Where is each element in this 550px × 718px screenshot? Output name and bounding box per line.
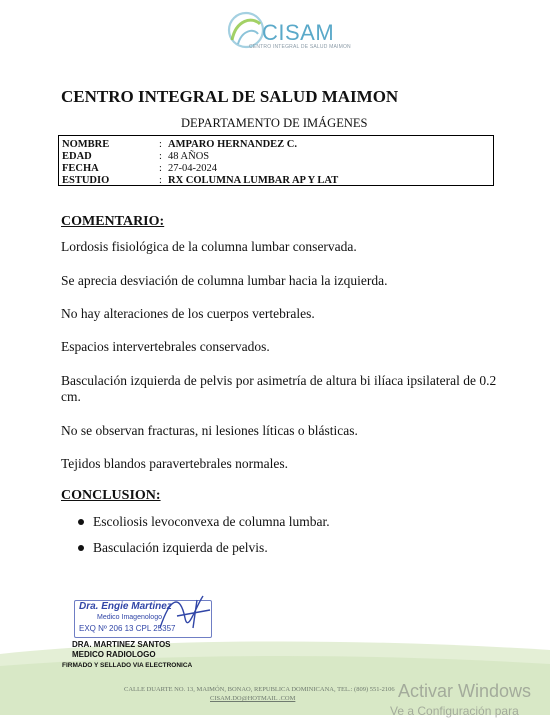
logo-name: CISAM [262, 20, 335, 45]
doctor-name: DRA. MARTINEZ SANTOS [72, 640, 171, 649]
activation-watermark-sub: Ve a Configuración para [390, 704, 519, 718]
info-colon: : [159, 163, 162, 174]
info-label: EDAD [62, 151, 92, 162]
info-label: NOMBRE [62, 139, 110, 150]
comment-paragraph: Espacios intervertebrales conservados. [61, 339, 270, 354]
comment-heading: COMENTARIO: [61, 214, 165, 229]
organization-title: CENTRO INTEGRAL DE SALUD MAIMON [61, 87, 399, 106]
stamp-license: EXQ Nº 206 13 CPL 25357 [79, 624, 176, 633]
footer-email[interactable]: CISAM.DO@HOTMAIL .COM [210, 695, 296, 702]
info-colon: : [159, 139, 162, 150]
info-row-age [62, 151, 493, 163]
patient-age: 48 AÑOS [168, 151, 210, 162]
info-row-study [62, 175, 493, 187]
footer-address: CALLE DUARTE NO. 13, MAIMÓN, BONAO, REPUBLICA DOMINICANA, TEL.: (809) 551-2106 [124, 686, 395, 693]
logo-subtitle: CENTRO INTEGRAL DE SALUD MAIMON [249, 44, 351, 50]
comment-paragraph: No se observan fracturas, ni lesiones líticas o blásticas. [61, 423, 358, 438]
conclusion-item: Basculación izquierda de pelvis. [61, 540, 330, 566]
info-label: FECHA [62, 163, 99, 174]
comment-paragraph: No hay alteraciones de los cuerpos vertebrales. [61, 306, 315, 321]
conclusion-item: Escoliosis levoconvexa de columna lumbar. [61, 514, 330, 540]
comment-paragraph: Se aprecia desviación de columna lumbar hacia la izquierda. [61, 273, 388, 288]
handwritten-signature [155, 588, 215, 638]
signature-block [60, 590, 216, 672]
stamp-role: Medico Imagenologo [97, 614, 162, 621]
activation-watermark: Activar Windows [398, 681, 532, 701]
info-row-date [62, 163, 493, 175]
conclusion-list [61, 514, 330, 566]
electronic-seal-note: FIRMADO Y SELLADO VIA ELECTRONICA [62, 662, 193, 669]
study-type: RX COLUMNA LUMBAR AP Y LAT [168, 175, 339, 186]
comment-paragraph: Basculación izquierda de pelvis por asimetría de altura bi ilíaca ipsilateral de 0.2 cm. [61, 373, 497, 404]
department-title: DEPARTAMENTO DE IMÁGENES [181, 116, 368, 130]
stamp-name: Dra. Engie Martinez [79, 601, 172, 612]
info-label: ESTUDIO [62, 175, 110, 186]
info-colon: : [159, 175, 162, 186]
comment-paragraph: Lordosis fisiológica de la columna lumbar conservada. [61, 239, 357, 254]
info-colon: : [159, 151, 162, 162]
doctor-role: MEDICO RADIOLOGO [72, 650, 156, 659]
comment-paragraph: Tejidos blandos paravertebrales normales. [61, 456, 288, 471]
patient-info-box [58, 135, 494, 186]
conclusion-heading: CONCLUSION: [61, 488, 161, 503]
patient-name: AMPARO HERNANDEZ C. [168, 139, 298, 150]
info-row-name [62, 139, 493, 151]
study-date: 27-04-2024 [168, 163, 217, 174]
